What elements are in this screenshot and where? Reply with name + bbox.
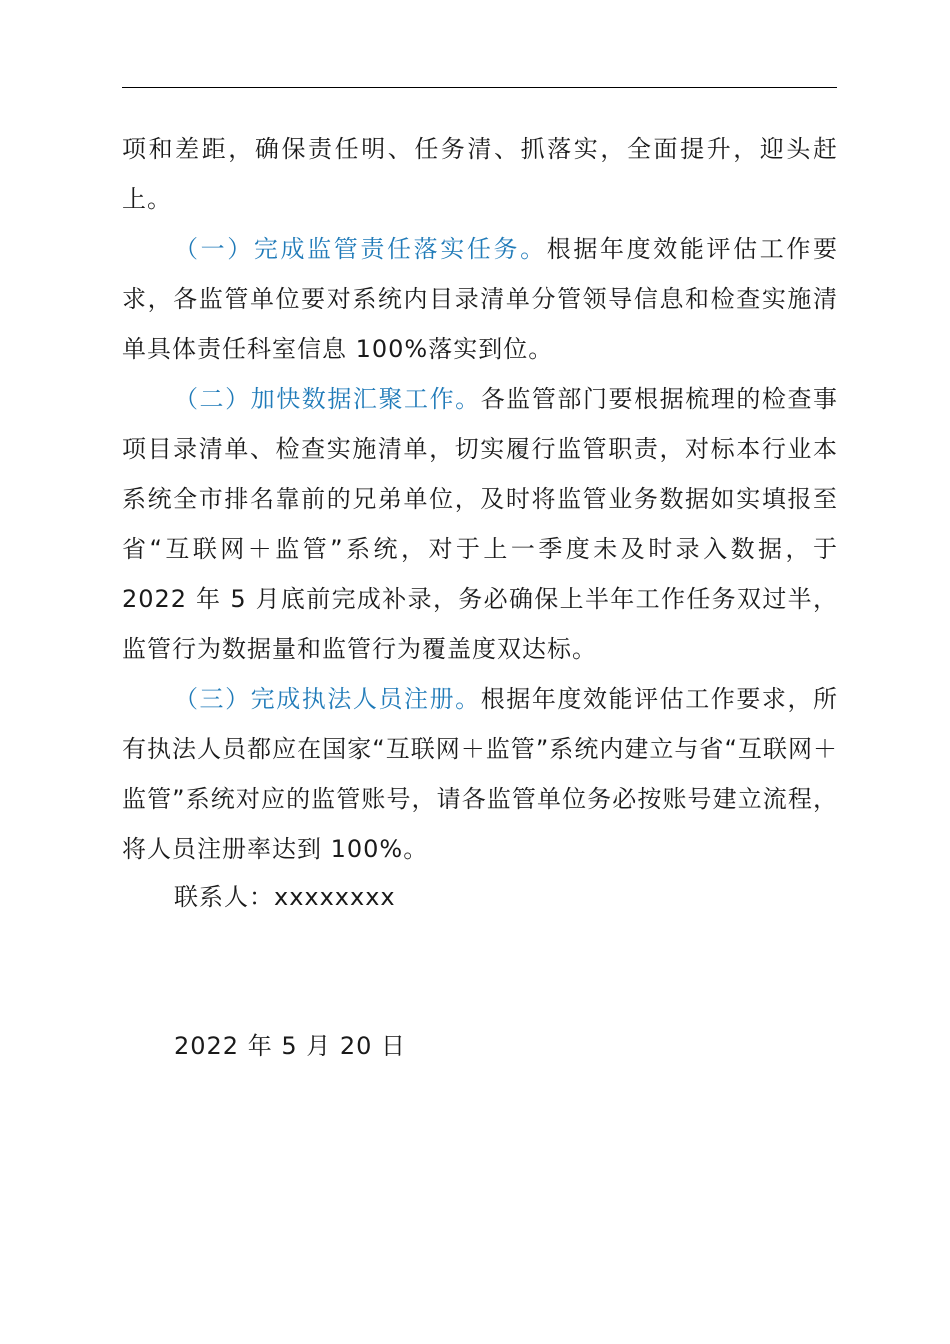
section-heading: （一）完成监管责任落实任务。 — [174, 235, 547, 263]
contact-person: 联系人：xxxxxxxx — [174, 883, 396, 911]
paragraph-text: 各监管部门要根据梳理的检查事项目录清单、检查实施清单，切实履行监管职责，对标本行业本系统全市排名靠前的兄弟单位，及时将监管业务数据如实填报至省“互联网＋监管”系统，对于上一季度未及时录入数据，于 2022 年 5 月底前完成补录，务必确保上半年工作任务双过半，监管行为数据量和监管行为覆盖度双达标。 — [122, 385, 839, 663]
paragraph-continuation — [122, 124, 838, 224]
paragraph-section-2 — [122, 374, 838, 674]
paragraph-text: 根据年度效能评估工作要求，各监管单位要对系统内目录清单分管领导信息和检查实施清单具体责任科室信息 100%落实到位。 — [122, 235, 838, 363]
paragraph-text: 项和差距，确保责任明、任务清、抓落实，全面提升，迎头赶上。 — [122, 135, 838, 213]
section-heading: （三）完成执法人员注册。 — [174, 685, 481, 713]
paragraph-text: 根据年度效能评估工作要求，所有执法人员都应在国家“互联网＋监管”系统内建立与省“互联网＋监管”系统对应的监管账号，请各监管单位务必按账号建立流程，将人员注册率达到 100%。 — [122, 685, 839, 863]
header-rule — [122, 87, 837, 88]
section-heading: （二）加快数据汇聚工作。 — [174, 385, 481, 413]
document-date: 2022 年 5 月 20 日 — [174, 1032, 407, 1060]
paragraph-section-1 — [122, 224, 838, 374]
paragraph-section-3 — [122, 674, 838, 874]
document-body — [122, 124, 838, 874]
